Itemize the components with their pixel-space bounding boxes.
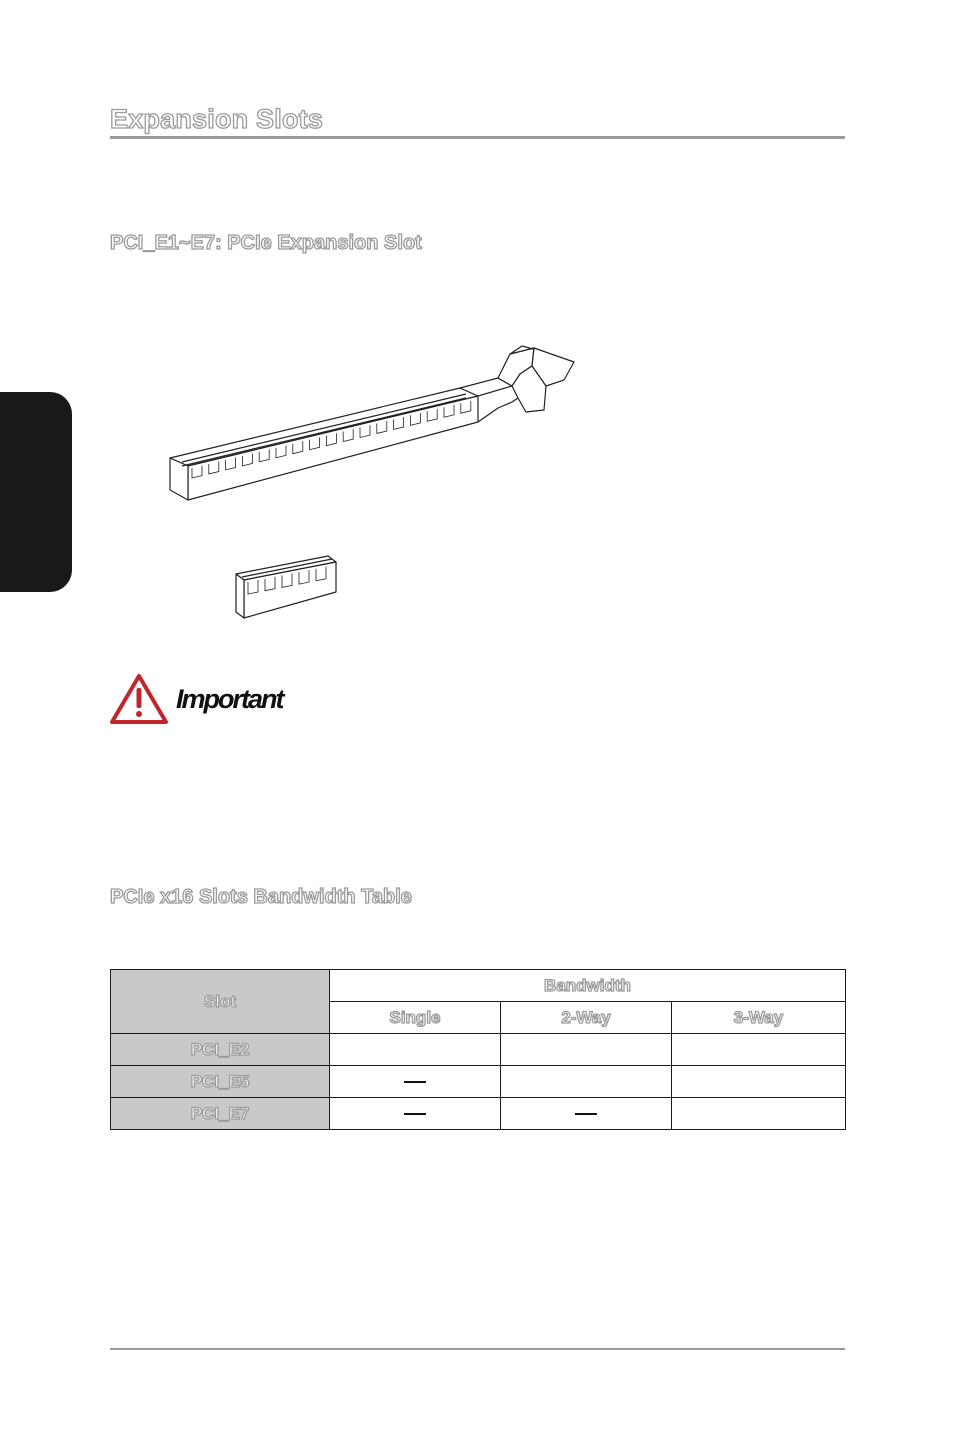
table-cell [330,1066,501,1098]
warning-triangle-icon [108,672,170,726]
table-cell [330,1098,501,1130]
chapter-side-tab [0,392,72,592]
table-cell [672,1034,846,1066]
important-label: Important [176,684,283,714]
section-heading-bandwidth-table: PCIe x16 Slots Bandwidth Table [110,886,412,908]
slot-name: PCI_E7 [111,1098,330,1130]
table-row [111,1034,846,1066]
pcie-x1-slot-illustration [232,548,342,622]
not-available-dash [575,1113,597,1115]
section-heading-pcie-slot: PCI_E1~E7: PCIe Expansion Slot [110,232,422,254]
slot-name: PCI_E2 [111,1034,330,1066]
table-row [111,1098,846,1130]
table-cell [501,1066,672,1098]
pcie-x16-slot-illustration [160,340,590,510]
not-available-dash [404,1081,426,1083]
column-2-way: 2-Way [501,1002,672,1034]
page-title: Expansion Slots [110,104,324,134]
title-divider [110,136,845,139]
slot-name: PCI_E5 [111,1066,330,1098]
bandwidth-table [110,969,846,1130]
table-row [111,1066,846,1098]
table-cell [672,1066,846,1098]
footer-divider [110,1348,845,1350]
column-single: Single [330,1002,501,1034]
bandwidth-column-header: Bandwidth [330,970,846,1002]
table-cell [501,1098,672,1130]
column-3-way: 3-Way [672,1002,846,1034]
table-cell [672,1098,846,1130]
table-cell [330,1034,501,1066]
table-cell [501,1034,672,1066]
not-available-dash [404,1113,426,1115]
slot-column-header: Slot [111,970,330,1034]
